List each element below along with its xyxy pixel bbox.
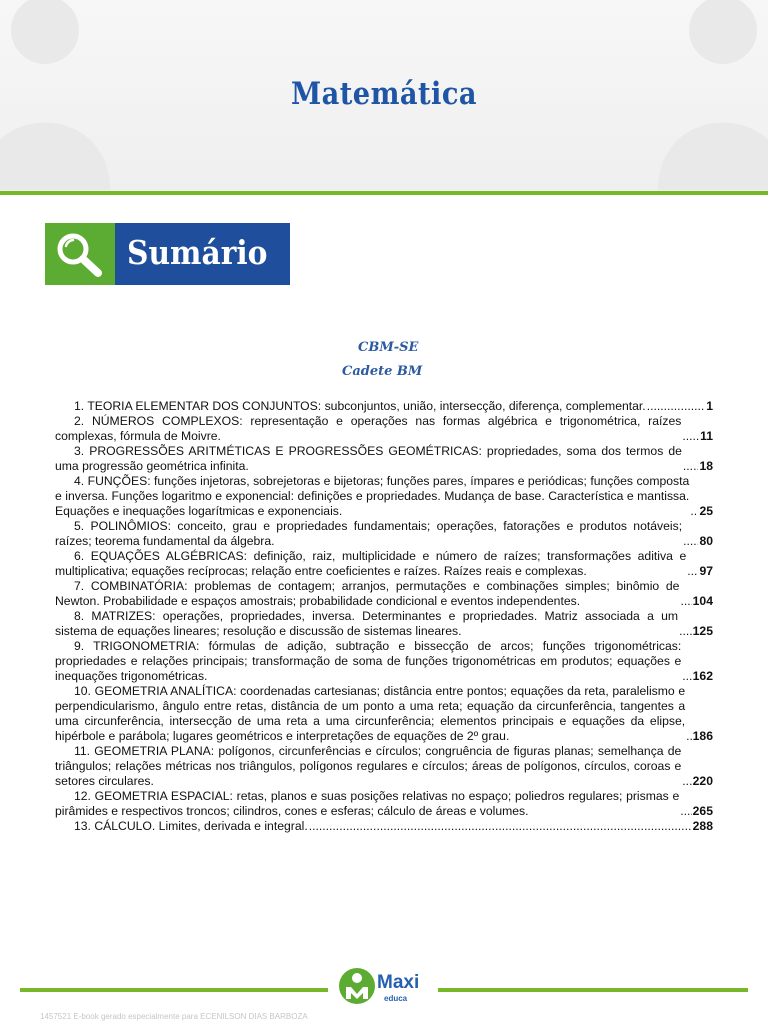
toc-page-number: 220 xyxy=(692,774,713,788)
toc-leader-dots xyxy=(683,534,698,549)
document-title: Matemática xyxy=(290,76,478,112)
toc-leader-dots xyxy=(682,669,691,684)
toc-page-number: 97 xyxy=(699,564,713,578)
toc-page-number: 186 xyxy=(692,729,713,743)
toc-page-number: 265 xyxy=(692,804,713,818)
logo-subtitle: educa xyxy=(384,994,408,1003)
toc-page-number: 25 xyxy=(699,504,713,518)
page-header xyxy=(0,0,768,192)
toc-entry xyxy=(55,414,713,444)
toc-entry-text: 12. GEOMETRIA ESPACIAL: retas, planos e suas posições relativas no espaço; poliedros regulares; prismas e pirâmides e respectivos troncos; cilindros, cones e esferas; cálculo de áreas e volumes. xyxy=(55,789,680,818)
magnifier-icon xyxy=(53,229,107,279)
table-of-contents xyxy=(55,399,713,834)
toc-entry-text: 5. POLINÔMIOS: conceito, grau e propriedades fundamentais; operações, fatorações e produtos notáveis; raízes; teorema fundamental da álgebra. xyxy=(55,519,683,548)
toc-page-number: 1 xyxy=(706,399,713,413)
exam-role: Cadete BM xyxy=(342,364,423,379)
toc-entry-text: 9. TRIGONOMETRIA: fórmulas de adição, subtração e bissecção de arcos; funções trigonométricas: propriedades e relações principais; transformação de soma de funções trigonométricas em produtos; equações e inequações trigonométricas. xyxy=(55,639,682,683)
toc-entry-text: 8. MATRIZES: operações, propriedades, inversa. Determinantes e propriedades. Matriz associada a um sistema de equações lineares; resolução e discussão de sistemas lineares. xyxy=(55,609,679,638)
logo-wordmark: Maxi xyxy=(377,972,420,993)
maxi-logo-icon xyxy=(337,966,377,1006)
toc-page-number: 125 xyxy=(692,624,713,638)
footer-divider-right xyxy=(438,988,748,992)
toc-entry xyxy=(55,444,713,474)
header-divider xyxy=(0,191,768,195)
sumario-heading: Sumário xyxy=(127,233,268,272)
toc-entry-text: 11. GEOMETRIA PLANA: polígonos, circunferências e círculos; congruência de figuras planas; semelhança de triângulos; relações métricas nos triângulos, polígonos regulares e círculos; áreas de polígonos, círculos, coroas e setores circulares. xyxy=(55,744,682,788)
toc-entry-text: 4. FUNÇÕES: funções injetoras, sobrejetoras e bijetoras; funções pares, ímpares e periódicas; funções composta e inversa. Funções logaritmo e exponencial: definições e propriedades. Mudança de base. Característica e mantissa. Equações e inequações logarítmicas e exponenciais. xyxy=(55,474,690,518)
toc-leader-dots xyxy=(682,774,691,789)
toc-leader-dots xyxy=(687,564,698,579)
exam-name: CBM-SE xyxy=(358,340,419,355)
toc-page-number: 11 xyxy=(700,429,713,443)
toc-entry xyxy=(55,609,713,639)
toc-leader-dots xyxy=(309,819,692,834)
toc-entry-text: 2. NÚMEROS COMPLEXOS: representação e operações nas formas algébrica e trigonométrica, raízes complexas, fórmula de Moivre. xyxy=(55,414,682,443)
toc-page-number: 80 xyxy=(699,534,713,548)
banner-icon-box xyxy=(45,223,115,285)
toc-entry-text: 6. EQUAÇÕES ALGÉBRICAS: definição, raiz, multiplicidade e número de raízes; transformações aditiva e multiplicativa; equações recíprocas; relação entre coeficientes e raízes. Raízes reais e complexas. xyxy=(55,549,687,578)
toc-leader-dots xyxy=(679,624,692,639)
toc-entry xyxy=(55,579,713,609)
toc-leader-dots xyxy=(680,594,691,609)
toc-page-number: 18 xyxy=(699,459,713,473)
toc-entry-text: 10. GEOMETRIA ANALÍTICA: coordenadas cartesianas; distância entre pontos; equações da reta, paralelismo e perpendicularismo, ângulo entre retas, distância de um ponto a uma reta; equação da circunferência, tangentes a uma circunferência, intersecção de uma reta a uma circunferência; elementos principais e equações da elipse, hipérbole e parábola; lugares geométricos e interpretações de equações de 2º grau. xyxy=(55,684,686,743)
toc-leader-dots xyxy=(680,804,691,819)
toc-entry-text: 7. COMBINATÓRIA: problemas de contagem; arranjos, permutações e combinações simples; binômio de Newton. Probabilidade e espaços amostrais; probabilidade condicional e eventos independentes. xyxy=(55,579,680,608)
toc-entry xyxy=(55,519,713,549)
toc-entry-text: 3. PROGRESSÕES ARITMÉTICAS E PROGRESSÕES GEOMÉTRICAS: propriedades, soma dos termos de uma progressão geométrica infinita. xyxy=(55,444,682,473)
watermark-text: 1457521 E-book gerado especialmente para ECENILSON DIAS BARBOZA xyxy=(40,1012,308,1021)
toc-entry-text: 1. TEORIA ELEMENTAR DOS CONJUNTOS: subconjuntos, união, intersecção, diferença, complementar. xyxy=(74,399,646,413)
toc-page-number: 104 xyxy=(692,594,713,608)
banner-label-box xyxy=(115,223,290,285)
toc-entry-text: 13. CÁLCULO. Limites, derivada e integral. xyxy=(74,819,308,833)
sumario-banner xyxy=(45,223,290,285)
toc-entry xyxy=(55,549,713,579)
toc-leader-dots xyxy=(683,459,699,474)
toc-entry xyxy=(55,789,713,819)
toc-leader-dots xyxy=(686,729,691,744)
toc-entry xyxy=(55,819,713,834)
toc-entry xyxy=(55,399,713,414)
toc-entry xyxy=(55,639,713,684)
footer-divider-left xyxy=(20,988,328,992)
toc-leader-dots xyxy=(647,399,706,414)
toc-leader-dots xyxy=(682,429,699,444)
toc-entry xyxy=(55,684,713,744)
toc-page-number: 288 xyxy=(692,819,713,833)
toc-page-number: 162 xyxy=(692,669,713,683)
toc-entry xyxy=(55,474,713,519)
toc-entry xyxy=(55,744,713,789)
toc-leader-dots xyxy=(690,504,698,519)
maxi-logo xyxy=(335,964,435,1008)
